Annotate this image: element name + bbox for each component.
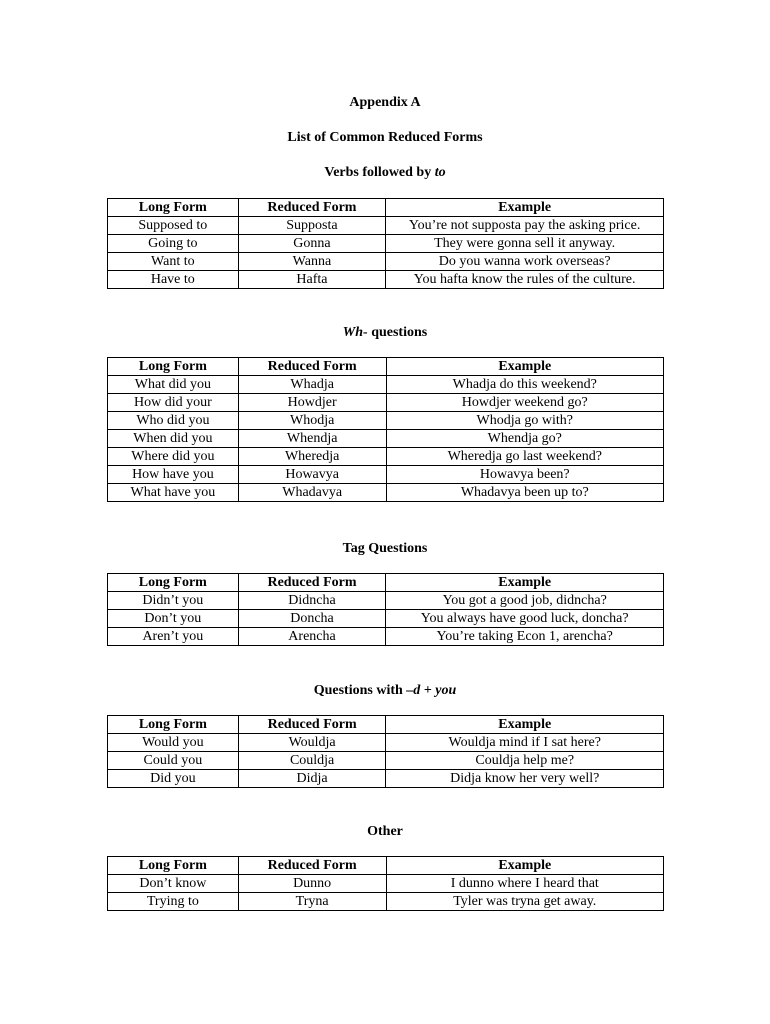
reduced-forms-table [107,715,664,788]
reduced-form-cell: Whodja [238,412,386,430]
table-header-row [108,857,664,875]
section-heading [0,682,770,700]
reduced-form-cell: Whendja [238,430,386,448]
table-row [108,893,664,911]
example-cell: Whadja do this weekend? [386,376,663,394]
long-form-cell: Want to [108,253,239,271]
example-cell: Whadavya been up to? [386,484,663,502]
reduced-form-cell: Tryna [238,893,386,911]
section-heading [0,823,770,841]
column-header: Long Form [108,358,239,376]
reduced-form-cell: Didncha [238,592,386,610]
long-form-cell: What have you [108,484,239,502]
table-row [108,610,664,628]
example-cell: You’re not supposta pay the asking price. [386,217,664,235]
long-form-cell: Where did you [108,448,239,466]
example-cell: They were gonna sell it anyway. [386,235,664,253]
example-cell: Howdjer weekend go? [386,394,663,412]
table-header-row [108,574,664,592]
table-row [108,217,664,235]
long-form-cell: What did you [108,376,239,394]
example-cell: You got a good job, didncha? [386,592,664,610]
long-form-cell: How have you [108,466,239,484]
column-header: Reduced Form [238,716,386,734]
column-header: Reduced Form [238,358,386,376]
table-row [108,484,664,502]
table-row [108,394,664,412]
column-header: Reduced Form [238,199,386,217]
table-row [108,430,664,448]
table-row [108,235,664,253]
table-row [108,770,664,788]
column-header: Long Form [108,574,239,592]
column-header: Long Form [108,199,239,217]
table-row [108,412,664,430]
table-header-row [108,358,664,376]
long-form-cell: Have to [108,271,239,289]
reduced-form-cell: Arencha [238,628,386,646]
long-form-cell: Supposed to [108,217,239,235]
reduced-form-cell: Whadja [238,376,386,394]
page-subtitle: List of Common Reduced Forms [287,130,483,145]
example-cell: Wheredja go last weekend? [386,448,663,466]
example-cell: You always have good luck, doncha? [386,610,664,628]
column-header: Example [386,574,664,592]
reduced-forms-table [107,357,664,502]
long-form-cell: Trying to [108,893,239,911]
example-cell: Tyler was tryna get away. [386,893,663,911]
reduced-form-cell: Hafta [238,271,386,289]
example-cell: Couldja help me? [386,752,664,770]
example-cell: Howavya been? [386,466,663,484]
reduced-form-cell: Gonna [238,235,386,253]
section-heading [0,324,770,342]
reduced-form-cell: Supposta [238,217,386,235]
reduced-form-cell: Howavya [238,466,386,484]
column-header: Long Form [108,716,239,734]
column-header: Reduced Form [238,574,386,592]
table-row [108,448,664,466]
long-form-cell: Would you [108,734,239,752]
page-title: Appendix A [349,95,421,110]
table-row [108,875,664,893]
reduced-form-cell: Whadavya [238,484,386,502]
long-form-cell: Going to [108,235,239,253]
reduced-form-cell: Dunno [238,875,386,893]
section-heading [0,164,770,182]
example-cell: You hafta know the rules of the culture. [386,271,664,289]
column-header: Reduced Form [238,857,386,875]
table-row [108,752,664,770]
long-form-cell: Who did you [108,412,239,430]
section-heading-text: Tag Questions [342,541,428,556]
example-cell: Whodja go with? [386,412,663,430]
section-heading [0,540,770,558]
reduced-forms-table [107,573,664,646]
table-row [108,466,664,484]
reduced-form-cell: Howdjer [238,394,386,412]
long-form-cell: Don’t you [108,610,239,628]
reduced-form-cell: Didja [238,770,386,788]
table-row [108,271,664,289]
section-heading-text: Questions with [313,683,407,698]
column-header: Long Form [108,857,239,875]
table-row [108,592,664,610]
reduced-form-cell: Wouldja [238,734,386,752]
table-header-row [108,716,664,734]
long-form-cell: Could you [108,752,239,770]
long-form-cell: When did you [108,430,239,448]
table-row [108,628,664,646]
column-header: Example [386,199,664,217]
section-heading-text: Verbs followed by [324,165,435,180]
reduced-forms-table [107,856,664,911]
long-form-cell: Did you [108,770,239,788]
column-header: Example [386,857,663,875]
section-heading-text: questions [367,325,428,340]
reduced-forms-table [107,198,664,289]
table-row [108,253,664,271]
section-heading-emphasis: Wh- [342,325,368,340]
section-heading-emphasis: to [434,165,446,180]
section-heading-emphasis: –d + you [406,683,457,698]
example-cell: Whendja go? [386,430,663,448]
table-header-row [108,199,664,217]
example-cell: You’re taking Econ 1, arencha? [386,628,664,646]
reduced-form-cell: Doncha [238,610,386,628]
long-form-cell: Didn’t you [108,592,239,610]
table-row [108,376,664,394]
example-cell: Do you wanna work overseas? [386,253,664,271]
example-cell: Wouldja mind if I sat here? [386,734,664,752]
long-form-cell: Aren’t you [108,628,239,646]
column-header: Example [386,716,664,734]
long-form-cell: Don’t know [108,875,239,893]
example-cell: Didja know her very well? [386,770,664,788]
reduced-form-cell: Couldja [238,752,386,770]
reduced-form-cell: Wheredja [238,448,386,466]
long-form-cell: How did your [108,394,239,412]
section-heading-text: Other [367,824,403,839]
example-cell: I dunno where I heard that [386,875,663,893]
reduced-form-cell: Wanna [238,253,386,271]
column-header: Example [386,358,663,376]
table-row [108,734,664,752]
